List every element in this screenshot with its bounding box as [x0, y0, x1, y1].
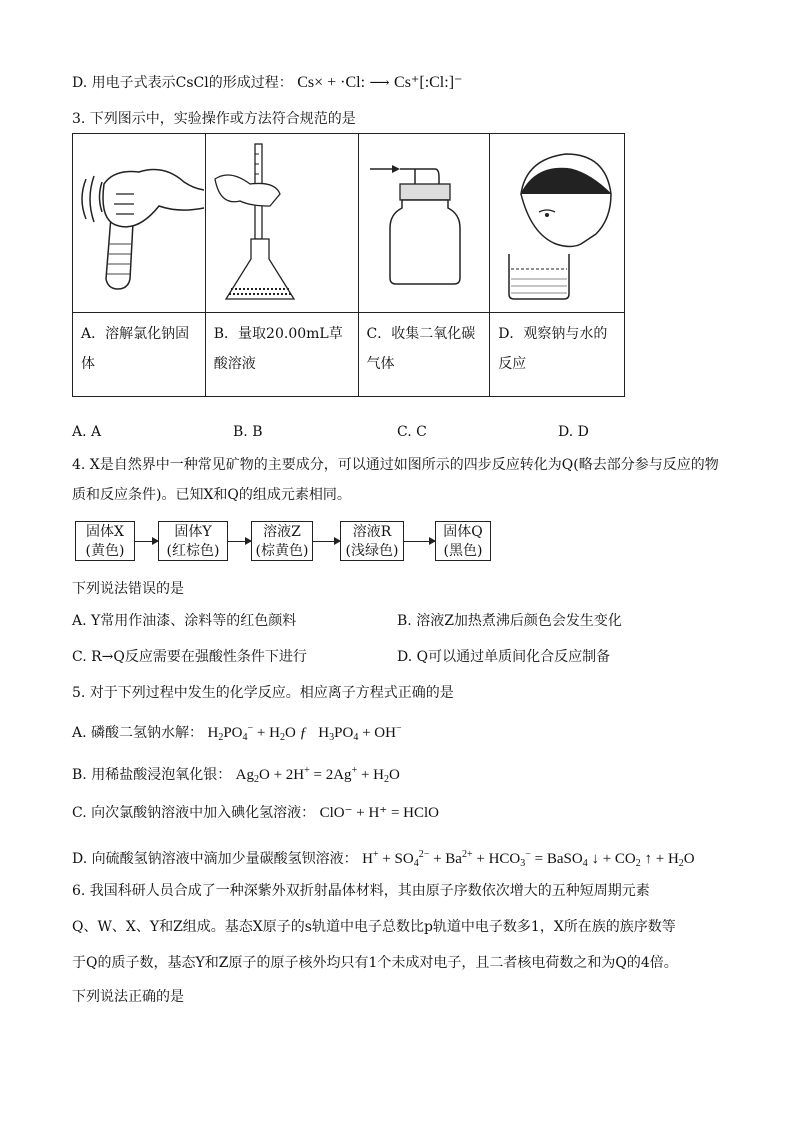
flow-arrow-2	[228, 541, 251, 542]
flow-box-x-name: 固体X	[86, 524, 124, 540]
flow-box-r-desc: (浅绿色)	[345, 543, 399, 559]
q5-option-d-equation: $H^+ + SO_4^{2-} + Ba^{2+} + HCO_3^-$ = BaSO$_4$ ↓ + $CO_2$ ↑ + $H_2O$	[362, 849, 695, 869]
flow-box-r-name: 溶液R	[352, 524, 392, 540]
q3-answer-a[interactable]: A. A	[72, 424, 102, 440]
q6-stem-line1: 6. 我国科研人员合成了一种深紫外双折射晶体材料，其由原子序数依次增大的五种短周期元素	[72, 883, 650, 899]
q3-figure-table	[72, 133, 625, 397]
q3-stem: 3. 下列图示中，实验操作或方法符合规范的是	[72, 111, 356, 127]
flow-box-z	[251, 521, 313, 561]
flow-box-y-name: 固体Y	[174, 524, 212, 540]
flow-box-y-desc: (红棕色)	[166, 543, 220, 559]
q6-stem-line2: Q、W、X、Y和Z组成。基态X原子的s轨道中电子总数比p轨道中电子数多1，X所在族的族序数等	[72, 919, 676, 935]
q2-option-d-formula-right: Cs⁺[:Cl:]⁻	[394, 74, 463, 91]
q2-option-d-label-tail: 的形成过程：	[208, 75, 293, 91]
flow-box-y	[158, 521, 228, 561]
flow-box-q	[435, 521, 491, 561]
q3-figure-d	[490, 134, 625, 313]
q4-option-d[interactable]: D. Q可以通过单质间化合反应制备	[397, 649, 611, 665]
q3-answer-d[interactable]: D. D	[558, 424, 589, 440]
flow-box-q-desc: (黑色)	[443, 543, 483, 559]
q4-stem-line1: 4. X是自然界中一种常见矿物的主要成分，可以通过如图所示的四步反应转化为Q(略去部分参与反应的物	[72, 457, 719, 473]
flow-arrow-4	[404, 541, 435, 542]
q4-stem-line2: 质和反应条件)。已知X和Q的组成元素相同。	[72, 487, 351, 503]
flow-box-x-desc: (黄色)	[85, 543, 125, 559]
q3-answer-c[interactable]: C. C	[397, 424, 427, 440]
q2-option-d-compound: CsCl	[175, 75, 209, 91]
flow-box-r	[340, 521, 404, 561]
flow-box-x	[75, 521, 135, 561]
q6-stem-line3: 于Q的质子数，基态Y和Z原子的原子核外均只有1个未成对电子，且二者核电荷数之和为Q的4倍。	[72, 955, 678, 971]
q5-option-b-equation: $Ag_2O + 2H^+ = 2Ag^+ + H_2O$	[235, 765, 400, 785]
flow-arrow-1	[135, 541, 158, 542]
gas-collection-bottle-icon	[360, 134, 488, 304]
q3-caption-a: A．溶解氯化钠固体	[73, 313, 206, 397]
q4-flow-diagram	[75, 521, 495, 565]
flow-arrow-3	[313, 541, 340, 542]
q4-option-c[interactable]: C. R→Q反应需要在强酸性条件下进行	[72, 649, 307, 665]
q5-option-b-label: B. 用稀盐酸浸泡氧化银：	[72, 767, 232, 783]
observing-beaker-icon	[491, 134, 623, 304]
q6-stem-line4: 下列说法正确的是	[72, 989, 184, 1005]
q3-caption-b: B．量取20.00mL草酸溶液	[205, 313, 358, 397]
q5-option-d-label: D. 向硫酸氢钠溶液中滴加少量碳酸氢钡溶液：	[72, 851, 358, 867]
q5-option-a-label: A. 磷酸二氢钠水解：	[72, 725, 204, 741]
q3-caption-d: D．观察钠与水的反应	[490, 313, 625, 397]
q4-option-b[interactable]: B. 溶液Z加热煮沸后颜色会发生变化	[397, 613, 622, 629]
q5-option-a[interactable]	[72, 718, 402, 749]
q3-caption-c: C．收集二氧化碳气体	[358, 313, 490, 397]
flow-box-q-name: 固体Q	[443, 524, 483, 540]
q5-option-b[interactable]	[72, 760, 400, 791]
burette-flask-icon	[207, 134, 357, 304]
q5-option-a-equation: $H_2PO_4^- + H_2O$ ƒ $H_3PO_4 + OH^-$	[207, 723, 402, 743]
q2-option-d-label: D. 用电子式表示	[72, 75, 176, 91]
q4-option-a[interactable]: A. Y常用作油漆、涂料等的红色颜料	[72, 613, 297, 629]
q3-answer-b[interactable]: B. B	[233, 424, 263, 440]
q2-option-d	[72, 72, 462, 94]
q2-option-d-formula-left: Cs× + ·Cl:	[297, 74, 366, 91]
q4-question: 下列说法错误的是	[72, 581, 184, 597]
q5-option-d[interactable]	[72, 844, 695, 875]
q3-figure-b	[205, 134, 358, 313]
q5-option-c-equation: ClO⁻ + H⁺ = HClO	[319, 805, 440, 821]
q3-answer-choices	[72, 424, 632, 444]
hand-shaking-test-tube-icon	[74, 134, 204, 304]
reaction-arrow: ⟶	[369, 75, 395, 91]
flow-box-z-name: 溶液Z	[263, 524, 301, 540]
q5-option-c[interactable]	[72, 802, 439, 824]
q3-figure-a	[73, 134, 206, 313]
q3-figure-c	[358, 134, 490, 313]
flow-box-z-desc: (棕黄色)	[255, 543, 309, 559]
q5-stem: 5. 对于下列过程中发生的化学反应。相应离子方程式正确的是	[72, 685, 454, 701]
q5-option-c-label: C. 向次氯酸钠溶液中加入碘化氢溶液：	[72, 805, 316, 821]
